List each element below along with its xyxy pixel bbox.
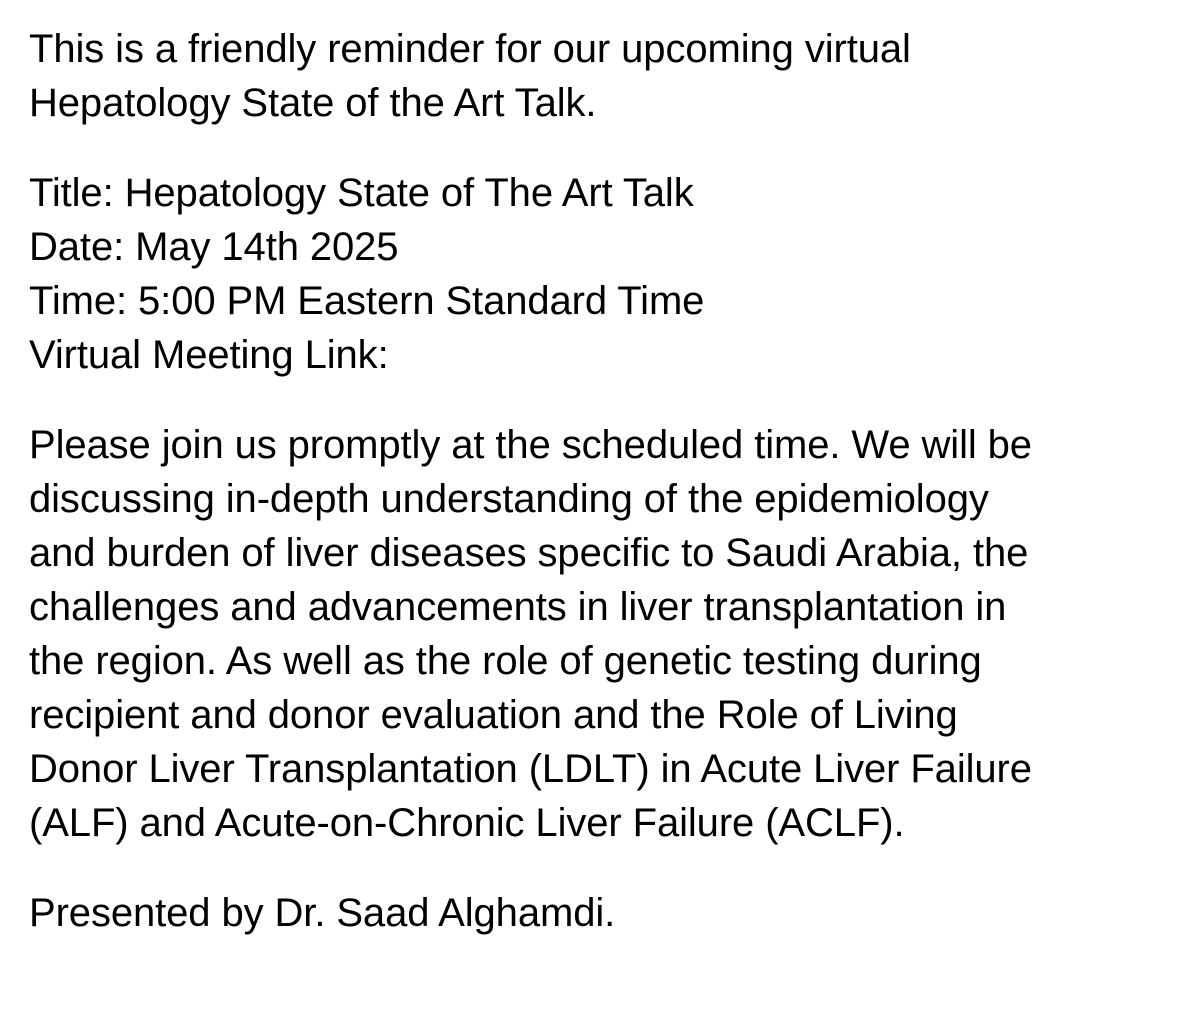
body-line: Please join us promptly at the scheduled time. We will be	[29, 423, 1032, 467]
body-line: Donor Liver Transplantation (LDLT) in Acute Liver Failure	[29, 747, 1032, 791]
body-line: (ALF) and Acute-on-Chronic Liver Failure (ACLF).	[29, 801, 905, 845]
closing-paragraph	[29, 886, 1169, 940]
event-date: Date: May 14th 2025	[29, 225, 399, 269]
body-paragraph	[29, 418, 1169, 850]
paragraph-gap	[29, 850, 1169, 886]
body-line: challenges and advancements in liver transplantation in	[29, 585, 1007, 629]
event-details	[29, 166, 1169, 382]
body-line: and burden of liver diseases specific to Saudi Arabia, the	[29, 531, 1029, 575]
intro-line: This is a friendly reminder for our upcoming virtual	[29, 27, 911, 71]
reminder-message	[29, 22, 1169, 940]
body-line: the region. As well as the role of genetic testing during	[29, 639, 982, 683]
body-line: discussing in-depth understanding of the epidemiology	[29, 477, 989, 521]
meeting-link-label: Virtual Meeting Link:	[29, 333, 389, 377]
event-title: Title: Hepatology State of The Art Talk	[29, 171, 694, 215]
body-line: recipient and donor evaluation and the Role of Living	[29, 693, 958, 737]
paragraph-gap	[29, 130, 1169, 166]
paragraph-gap	[29, 382, 1169, 418]
intro-paragraph	[29, 22, 1169, 130]
presenter-line: Presented by Dr. Saad Alghamdi.	[29, 891, 616, 935]
intro-line: Hepatology State of the Art Talk.	[29, 81, 597, 125]
event-time: Time: 5:00 PM Eastern Standard Time	[29, 279, 705, 323]
